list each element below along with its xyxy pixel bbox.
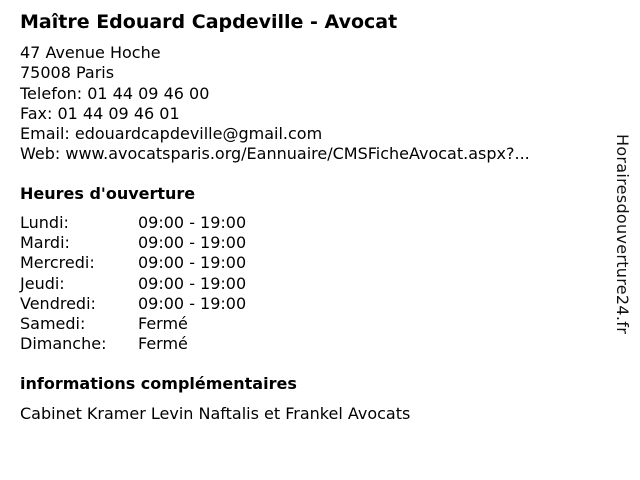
day-hours: Fermé: [138, 313, 188, 333]
day-label: Vendredi:: [20, 293, 96, 313]
day-hours: 09:00 - 19:00: [138, 273, 247, 293]
hours-list: [20, 213, 320, 354]
info-heading: informations complémentaires: [20, 374, 297, 393]
day-hours: Fermé: [138, 334, 188, 354]
day-hours: 09:00 - 19:00: [138, 253, 247, 273]
day-hours: 09:00 - 19:00: [138, 293, 247, 313]
day-label: Samedi:: [20, 313, 86, 333]
site-watermark: Horairesdouverture24.fr: [613, 134, 632, 335]
contact-block: [20, 43, 530, 165]
hours-row-samedi: [20, 314, 320, 334]
phone-number: Telefon: 01 44 09 46 00: [20, 83, 210, 103]
day-hours: 09:00 - 19:00: [138, 233, 247, 253]
hours-row-vendredi: [20, 294, 320, 314]
day-label: Lundi:: [20, 213, 69, 232]
email-address: Email: edouardcapdeville@gmail.com: [20, 124, 323, 144]
day-label: Mardi:: [20, 233, 70, 253]
web-address: Web: www.avocatsparis.org/Eannuaire/CMSFicheAvocat.aspx?...: [20, 144, 530, 164]
hours-heading: Heures d'ouverture: [20, 184, 196, 203]
page-title: Maître Edouard Capdeville - Avocat: [20, 11, 398, 33]
hours-row-dimanche: [20, 334, 320, 354]
hours-row-mercredi: [20, 253, 320, 273]
city-address: 75008 Paris: [20, 63, 115, 83]
street-address: 47 Avenue Hoche: [20, 43, 161, 62]
info-text: Cabinet Kramer Levin Naftalis et Frankel Avocats: [20, 404, 411, 423]
day-label: Dimanche:: [20, 334, 107, 354]
hours-row-lundi: [20, 213, 320, 233]
hours-row-jeudi: [20, 274, 320, 294]
day-hours: 09:00 - 19:00: [138, 213, 247, 232]
hours-row-mardi: [20, 233, 320, 253]
day-label: Jeudi:: [20, 273, 65, 293]
day-label: Mercredi:: [20, 253, 95, 273]
fax-number: Fax: 01 44 09 46 01: [20, 103, 180, 123]
